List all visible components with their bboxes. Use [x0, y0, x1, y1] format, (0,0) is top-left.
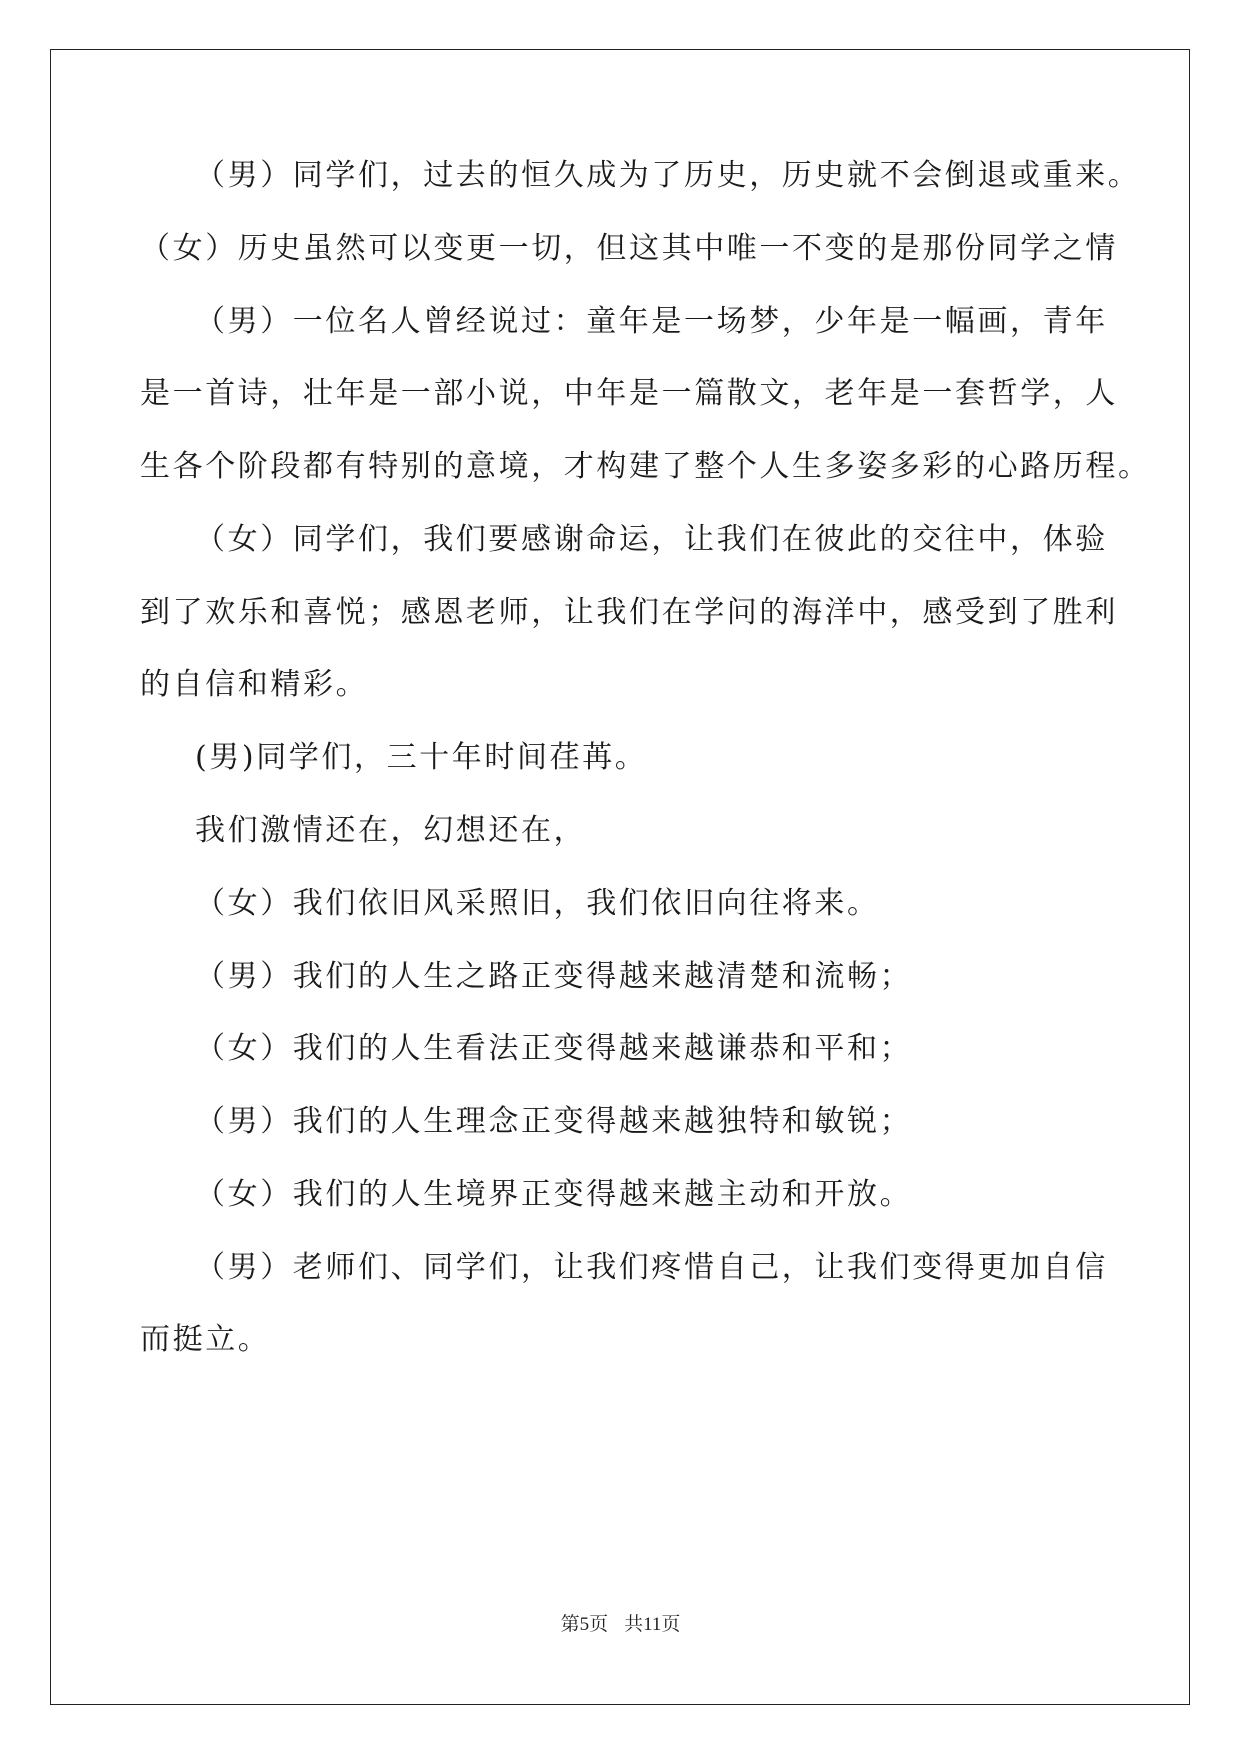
page-border: [50, 49, 1190, 1705]
paragraph-line: （男）我们的人生理念正变得越来越独特和敏锐；: [195, 1104, 913, 1139]
paragraph-line: 生各个阶段都有特别的意境，才构建了整个人生多姿多彩的心路历程。: [140, 449, 1151, 484]
page-footer: [0, 1613, 1241, 1637]
paragraph-line: （女）我们依旧风采照旧，我们依旧向往将来。: [195, 886, 880, 921]
paragraph-line: 我们激情还在，幻想还在，: [195, 813, 587, 848]
paragraph-line: （女）我们的人生境界正变得越来越主动和开放。: [195, 1177, 913, 1212]
paragraph-line: 到了欢乐和喜悦；感恩老师，让我们在学问的海洋中，感受到了胜利: [140, 595, 1118, 630]
paragraph-line: （男）一位名人曾经说过：童年是一场梦，少年是一幅画，青年: [195, 304, 1108, 339]
paragraph-line: （女）同学们，我们要感谢命运，让我们在彼此的交往中，体验: [195, 522, 1108, 557]
paragraph-line: 的自信和精彩。: [140, 667, 369, 702]
paragraph-line: （女）我们的人生看法正变得越来越谦恭和平和；: [195, 1031, 913, 1066]
paragraph-line: 是一首诗，壮年是一部小说，中年是一篇散文，老年是一套哲学，人: [140, 376, 1118, 411]
paragraph-line: （男）同学们，过去的恒久成为了历史，历史就不会倒退或重来。: [195, 158, 1141, 193]
paragraph-line: （女）历史虽然可以变更一切，但这其中唯一不变的是那份同学之情: [140, 231, 1118, 266]
paragraph-line: （男）老师们、同学们，让我们疼惜自己，让我们变得更加自信: [195, 1250, 1108, 1285]
paragraph-line: 而挺立。: [140, 1322, 271, 1357]
total-page-count: 共11页: [624, 1614, 681, 1635]
paragraph-line: (男)同学们，三十年时间荏苒。: [195, 740, 648, 775]
paragraph-line: （男）我们的人生之路正变得越来越清楚和流畅；: [195, 959, 913, 994]
current-page-number: 第5页: [560, 1614, 609, 1635]
